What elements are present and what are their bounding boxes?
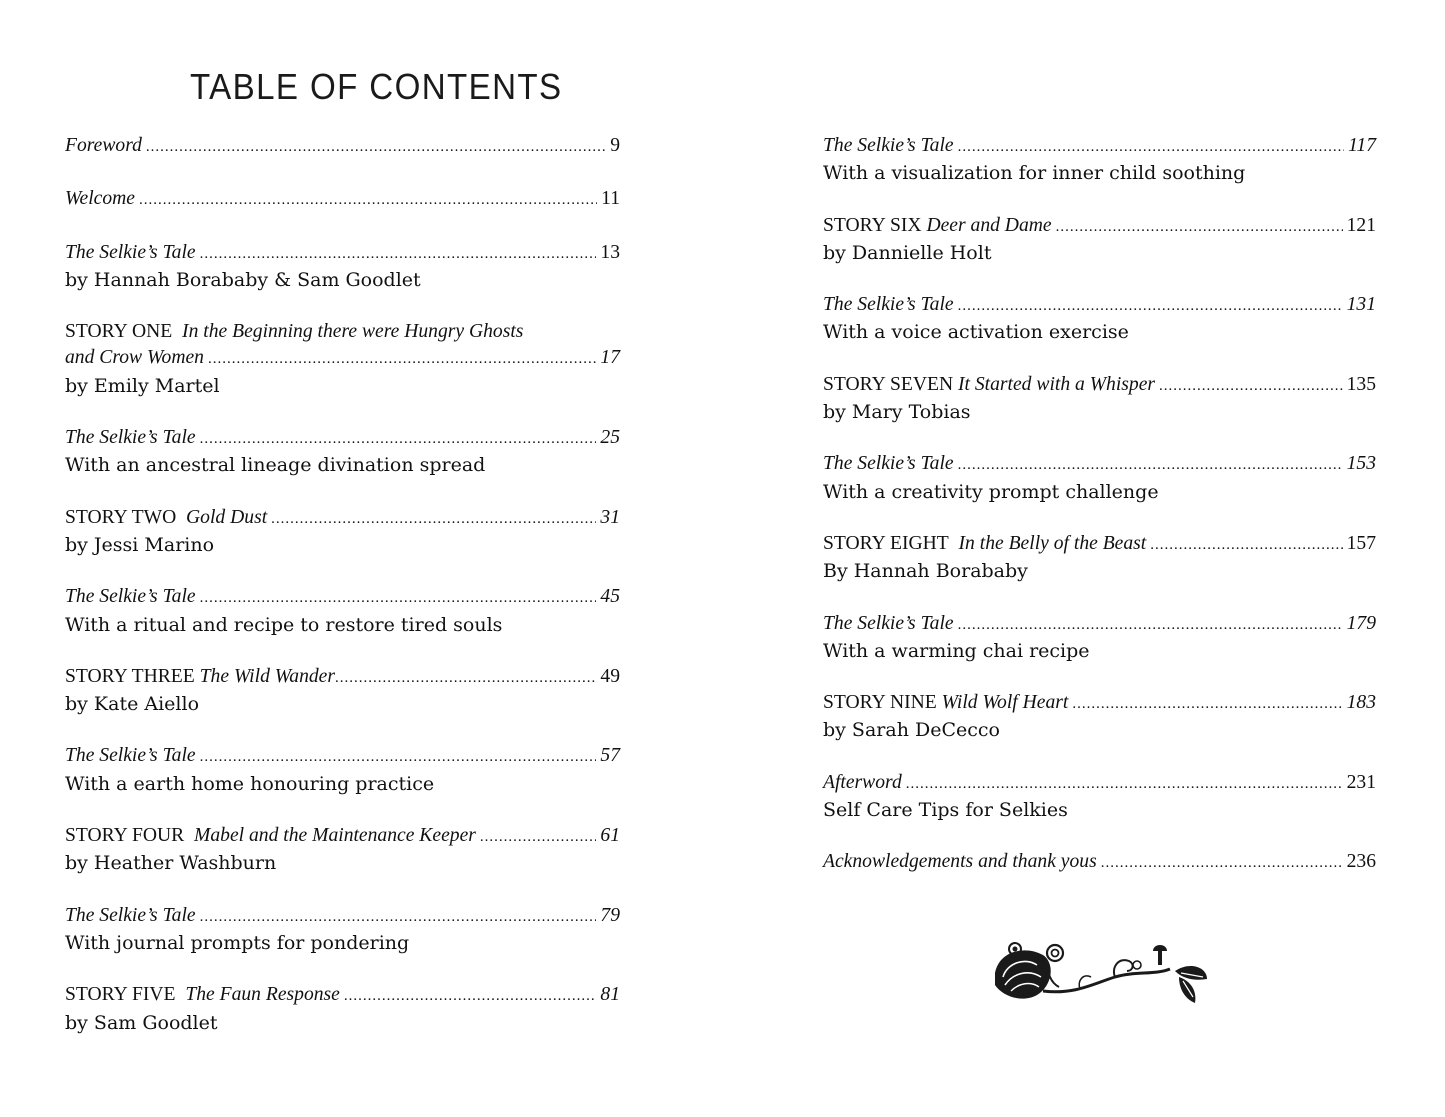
toc-entry-selkies-tale[interactable]: [823, 451, 1376, 505]
leader-dots: [200, 585, 597, 611]
leader-dots: [1056, 214, 1343, 240]
page-number: 17: [600, 347, 620, 369]
toc-right-column: [823, 133, 1376, 903]
toc-entry-selkies-tale[interactable]: [823, 292, 1376, 346]
leader-dots: [200, 744, 597, 770]
page-number: 157: [1346, 532, 1376, 554]
leader-dots: [1072, 691, 1342, 717]
story-title: The Wild Wander: [199, 665, 336, 687]
leader-dots: [335, 665, 596, 691]
entry-author: by Sarah DeCecco: [823, 719, 1000, 742]
toc-entry-story-nine[interactable]: [823, 690, 1376, 744]
entry-subtitle: With a warming chai recipe: [823, 639, 1090, 662]
leader-dots: [1150, 532, 1342, 558]
entry-title: The Selkie’s Tale: [65, 427, 196, 449]
entry-title: Afterword: [823, 771, 902, 793]
page-number: 153: [1346, 453, 1376, 475]
toc-entry-selkies-tale[interactable]: [65, 240, 620, 294]
leader-dots: [958, 293, 1343, 319]
leader-dots: [480, 824, 597, 850]
entry-subtitle: With a creativity prompt challenge: [823, 480, 1159, 503]
entry-title: The Selkie’s Tale: [823, 612, 954, 634]
page-number: 81: [600, 984, 620, 1006]
leader-dots: [208, 346, 596, 372]
entry-subtitle: With a visualization for inner child soothing: [823, 162, 1246, 185]
entry-title: The Selkie’s Tale: [65, 586, 196, 608]
page-number: 61: [600, 825, 620, 847]
page-number: 13: [600, 241, 620, 263]
entry-subtitle: by Hannah Borababy & Sam Goodlet: [65, 268, 421, 291]
page-number: 121: [1346, 214, 1376, 236]
entry-author: by Jessi Marino: [65, 533, 215, 556]
toc-entry-story-four[interactable]: [65, 823, 620, 877]
leader-dots: [146, 134, 606, 160]
page-number: 131: [1346, 294, 1376, 316]
entry-subtitle: With journal prompts for pondering: [65, 931, 410, 954]
entry-subtitle: With a voice activation exercise: [823, 321, 1129, 344]
entry-title: Foreword: [65, 135, 142, 156]
entry-author: By Hannah Borababy: [823, 560, 1028, 583]
entry-author: by Dannielle Holt: [823, 241, 992, 264]
leader-dots: [200, 904, 597, 930]
entry-subtitle: With a earth home honouring practice: [65, 772, 435, 795]
page-number: 49: [600, 665, 620, 687]
toc-entry-welcome[interactable]: [65, 186, 620, 213]
entry-title: The Selkie’s Tale: [823, 453, 954, 475]
toc-entry-story-six[interactable]: [823, 213, 1376, 267]
entry-author: by Kate Aiello: [65, 693, 200, 716]
page-number: 9: [610, 135, 620, 156]
toc-entry-selkies-tale[interactable]: [823, 611, 1376, 665]
toc-entry-selkies-tale[interactable]: [65, 584, 620, 638]
leader-dots: [1159, 373, 1343, 399]
toc-entry-story-two[interactable]: [65, 505, 620, 559]
entry-title: The Selkie’s Tale: [823, 135, 954, 156]
entry-title: The Selkie’s Tale: [823, 294, 954, 316]
entry-author: by Sam Goodlet: [65, 1011, 218, 1034]
leader-dots: [200, 241, 597, 267]
story-title: In the Belly of the Beast: [958, 532, 1147, 554]
page-number: 11: [601, 188, 620, 210]
page-number: 231: [1346, 771, 1376, 793]
page-number: 117: [1348, 135, 1376, 156]
toc-left-column: [65, 133, 620, 1062]
story-number: STORY EIGHT: [823, 532, 949, 554]
story-number: STORY THREE: [65, 665, 195, 687]
toc-entry-acknowledgements[interactable]: [823, 849, 1376, 876]
entry-subtitle: Self Care Tips for Selkies: [823, 799, 1068, 822]
leader-dots: [1101, 850, 1343, 876]
leader-dots: [906, 771, 1343, 797]
page-number: 45: [600, 586, 620, 608]
page-number: 236: [1346, 851, 1376, 873]
story-title: Deer and Dame: [926, 214, 1052, 236]
story-number: STORY SIX: [823, 214, 922, 236]
story-number: STORY TWO: [65, 506, 177, 528]
story-title: The Faun Response: [185, 984, 340, 1006]
story-title: Wild Wolf Heart: [941, 692, 1069, 714]
page-number: 79: [600, 904, 620, 926]
leader-dots: [139, 187, 597, 213]
story-number: STORY SEVEN: [823, 373, 954, 395]
entry-author: by Mary Tobias: [823, 401, 971, 424]
entry-title: Acknowledgements and thank yous: [823, 851, 1097, 873]
leader-dots: [958, 612, 1343, 638]
story-title: In the Beginning there were Hungry Ghosts: [182, 321, 524, 343]
story-number: STORY ONE: [65, 321, 173, 343]
toc-entry-story-eight[interactable]: [823, 531, 1376, 585]
page-number: 31: [600, 506, 620, 528]
story-title: It Started with a Whisper: [958, 373, 1156, 395]
leader-dots: [200, 426, 597, 452]
toc-entry-story-five[interactable]: [65, 982, 620, 1036]
entry-subtitle: With an ancestral lineage divination spread: [65, 454, 486, 477]
entry-title: The Selkie’s Tale: [65, 241, 196, 263]
page-title: TABLE OF CONTENTS: [190, 66, 563, 107]
story-number: STORY NINE: [823, 692, 937, 714]
entry-title: The Selkie’s Tale: [65, 904, 196, 926]
page-number: 135: [1346, 373, 1376, 395]
shell-vine-ornament-icon: [985, 933, 1215, 1005]
leader-dots: [958, 134, 1344, 160]
leader-dots: [344, 983, 597, 1009]
story-number: STORY FOUR: [65, 825, 185, 847]
toc-entry-selkies-tale[interactable]: [65, 425, 620, 479]
page-number: 57: [600, 745, 620, 767]
leader-dots: [271, 506, 596, 532]
toc-entry-story-one[interactable]: [65, 319, 620, 399]
entry-author: by Heather Washburn: [65, 852, 277, 875]
toc-entry-story-three[interactable]: [65, 664, 620, 718]
page-number: 25: [600, 427, 620, 449]
toc-entry-selkies-tale[interactable]: [823, 133, 1376, 187]
toc-entry-story-seven[interactable]: [823, 372, 1376, 426]
entry-title: The Selkie’s Tale: [65, 745, 196, 767]
entry-title: Welcome: [65, 188, 136, 210]
story-title: Mabel and the Maintenance Keeper: [194, 825, 476, 847]
page-number: 183: [1346, 692, 1376, 714]
toc-entry-selkies-tale[interactable]: [65, 903, 620, 957]
toc-entry-selkies-tale[interactable]: [65, 743, 620, 797]
page-number: 179: [1346, 612, 1376, 634]
toc-entry-foreword[interactable]: [65, 133, 620, 160]
leader-dots: [958, 452, 1343, 478]
story-number: STORY FIVE: [65, 984, 176, 1006]
entry-subtitle: With a ritual and recipe to restore tired souls: [65, 613, 503, 636]
entry-author: by Emily Martel: [65, 374, 220, 397]
story-title-continued: and Crow Women: [65, 347, 204, 369]
toc-entry-afterword[interactable]: [823, 770, 1376, 824]
story-title: Gold Dust: [186, 506, 268, 528]
